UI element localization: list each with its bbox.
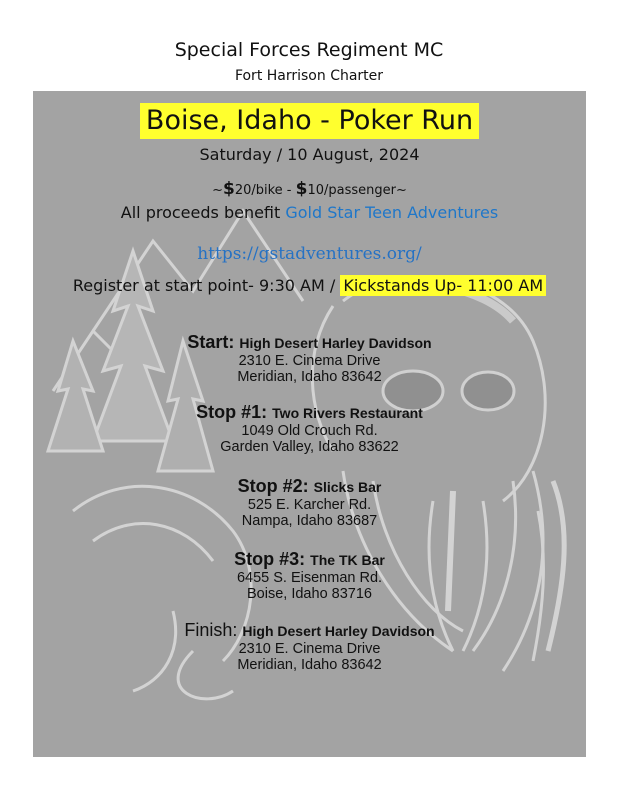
stop-label: Start: xyxy=(187,332,235,352)
dollar-symbol-passenger: $ xyxy=(295,179,308,199)
price-line xyxy=(33,179,586,199)
stop-street: 1049 Old Crouch Rd. xyxy=(241,423,378,439)
benefit-line xyxy=(33,203,586,222)
stop-label: Finish: xyxy=(184,620,238,640)
stop-street: 2310 E. Cinema Drive xyxy=(238,641,381,657)
register-text: Register at start point- 9:30 AM / xyxy=(72,276,341,295)
event-title: Boise, Idaho - Poker Run xyxy=(140,103,479,139)
stop-city: Meridian, Idaho 83642 xyxy=(237,657,382,673)
event-date: Saturday / 10 August, 2024 xyxy=(199,145,420,164)
register-line xyxy=(33,276,586,295)
stop-place: High Desert Harley Davidson xyxy=(239,335,432,351)
org-name: Special Forces Regiment MC xyxy=(174,39,444,61)
stop-street: 6455 S. Eisenman Rd. xyxy=(236,570,383,586)
stop-city: Garden Valley, Idaho 83622 xyxy=(220,439,399,455)
stop-street: 525 E. Karcher Rd. xyxy=(247,497,372,513)
stop-label: Stop #2: xyxy=(237,476,309,496)
stop-3 xyxy=(33,549,586,602)
stop-place: Slicks Bar xyxy=(313,479,382,495)
price-passenger: 10/passenger~ xyxy=(307,183,407,198)
price-prefix: ~ xyxy=(212,183,223,198)
benefit-org-link[interactable]: Gold Star Teen Adventures xyxy=(285,203,499,222)
stop-2 xyxy=(33,476,586,529)
price-bike: 20/bike - xyxy=(234,183,296,198)
stop-street: 2310 E. Cinema Drive xyxy=(238,353,381,369)
stop-city: Nampa, Idaho 83687 xyxy=(241,513,378,529)
charter-name: Fort Harrison Charter xyxy=(234,68,384,84)
stop-label: Stop #1: xyxy=(196,402,268,422)
stop-place: High Desert Harley Davidson xyxy=(242,623,435,639)
stop-1 xyxy=(33,402,586,455)
stop-start xyxy=(33,332,586,385)
stop-city: Boise, Idaho 83716 xyxy=(247,586,372,602)
website-link[interactable]: https://gstadventures.org/ xyxy=(197,244,422,264)
stop-label: Stop #3: xyxy=(234,549,306,569)
benefit-prefix: All proceeds benefit xyxy=(120,203,286,222)
stop-city: Meridian, Idaho 83642 xyxy=(237,369,382,385)
flyer-panel xyxy=(33,91,586,757)
stop-finish xyxy=(33,620,586,673)
dollar-symbol-bike: $ xyxy=(222,179,235,199)
kickstands-highlight: Kickstands Up- 11:00 AM xyxy=(340,275,546,296)
stop-place: Two Rivers Restaurant xyxy=(272,405,423,421)
stop-place: The TK Bar xyxy=(310,552,385,568)
title-row xyxy=(33,103,586,139)
